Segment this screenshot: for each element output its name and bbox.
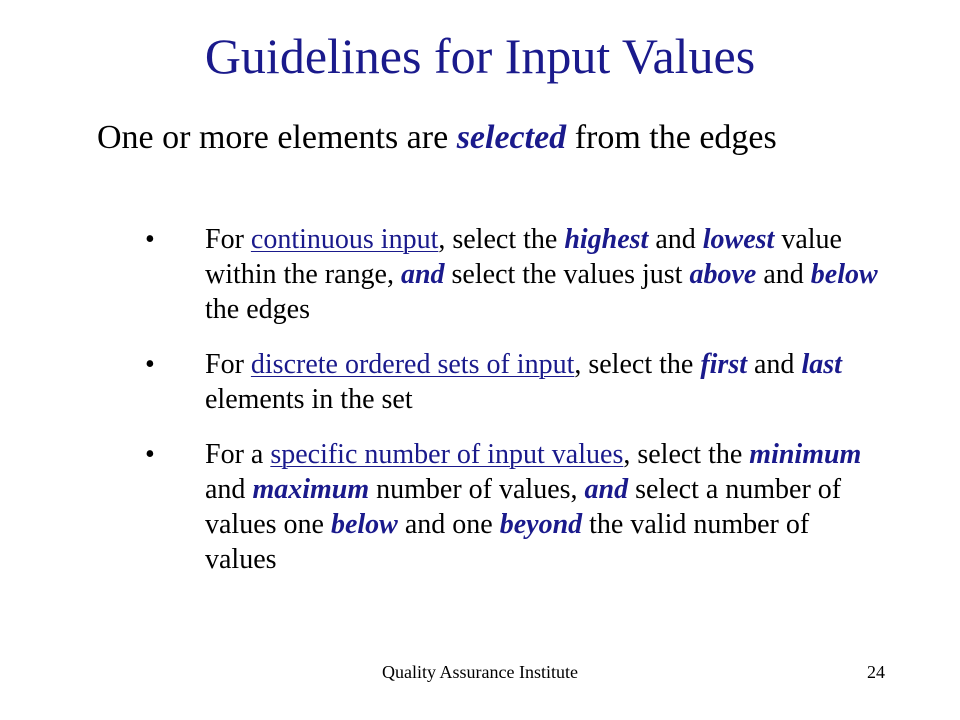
emphasis-last: last [801, 349, 842, 380]
lead-statement [97, 118, 928, 158]
footer-organization: Quality Assurance Institute [382, 662, 578, 682]
emphasis-and: and [400, 259, 445, 290]
bullet-icon: • [145, 439, 155, 470]
bullet-text: For [205, 224, 251, 255]
bullet-text: and [205, 474, 253, 505]
emphasis-highest: highest [564, 224, 649, 255]
emphasis-first: first [700, 349, 747, 380]
bullet-text: elements in the set [205, 384, 413, 415]
bullet-text: and one [397, 509, 500, 540]
bullet-icon: • [145, 349, 155, 380]
emphasis-lowest: lowest [702, 224, 775, 255]
bullet-text: , select the [623, 439, 750, 470]
emphasis-below: below [330, 509, 398, 540]
emphasis-above: above [689, 259, 757, 290]
slide-title: Guidelines for Input Values [204, 28, 756, 84]
emphasis-minimum: minimum [749, 439, 862, 470]
bullet-text: and [648, 224, 703, 255]
emphasis-and: and [584, 474, 629, 505]
lead-text-1: One or more elements are [97, 119, 457, 156]
emphasis-below: below [810, 259, 878, 290]
bullet-text: For [205, 349, 251, 380]
bullet-text: number of values, [369, 474, 585, 505]
emphasis-beyond: beyond [499, 509, 583, 540]
page-number: 24 [867, 662, 885, 682]
guideline-continuous-input [0, 222, 885, 327]
bullet-text: , select the [438, 224, 565, 255]
bullet-text: select the values just [444, 259, 690, 290]
bullet-text: For a [205, 439, 271, 470]
guideline-discrete-ordered-sets [0, 347, 885, 417]
bullet-text: and [747, 349, 802, 380]
bullet-text: select a number of values one [205, 474, 842, 540]
bullet-text: and [756, 259, 811, 290]
link-specific-number-of-input-values[interactable]: specific number of input values [270, 439, 624, 470]
emphasis-maximum: maximum [252, 474, 370, 505]
bullet-text: , select the [574, 349, 701, 380]
lead-emphasis-selected: selected [456, 119, 567, 156]
link-continuous-input[interactable]: continuous input [250, 224, 439, 255]
bullet-icon: • [145, 224, 155, 255]
bullet-text: the edges [205, 294, 310, 325]
lead-text-2: from the edges [566, 119, 777, 156]
bullet-text: the valid number of values [205, 509, 810, 575]
bullet-text: value within the range, [205, 224, 842, 290]
guideline-list [0, 222, 960, 597]
guideline-specific-number [0, 437, 885, 577]
link-discrete-ordered-sets[interactable]: discrete ordered sets of input [250, 349, 575, 380]
